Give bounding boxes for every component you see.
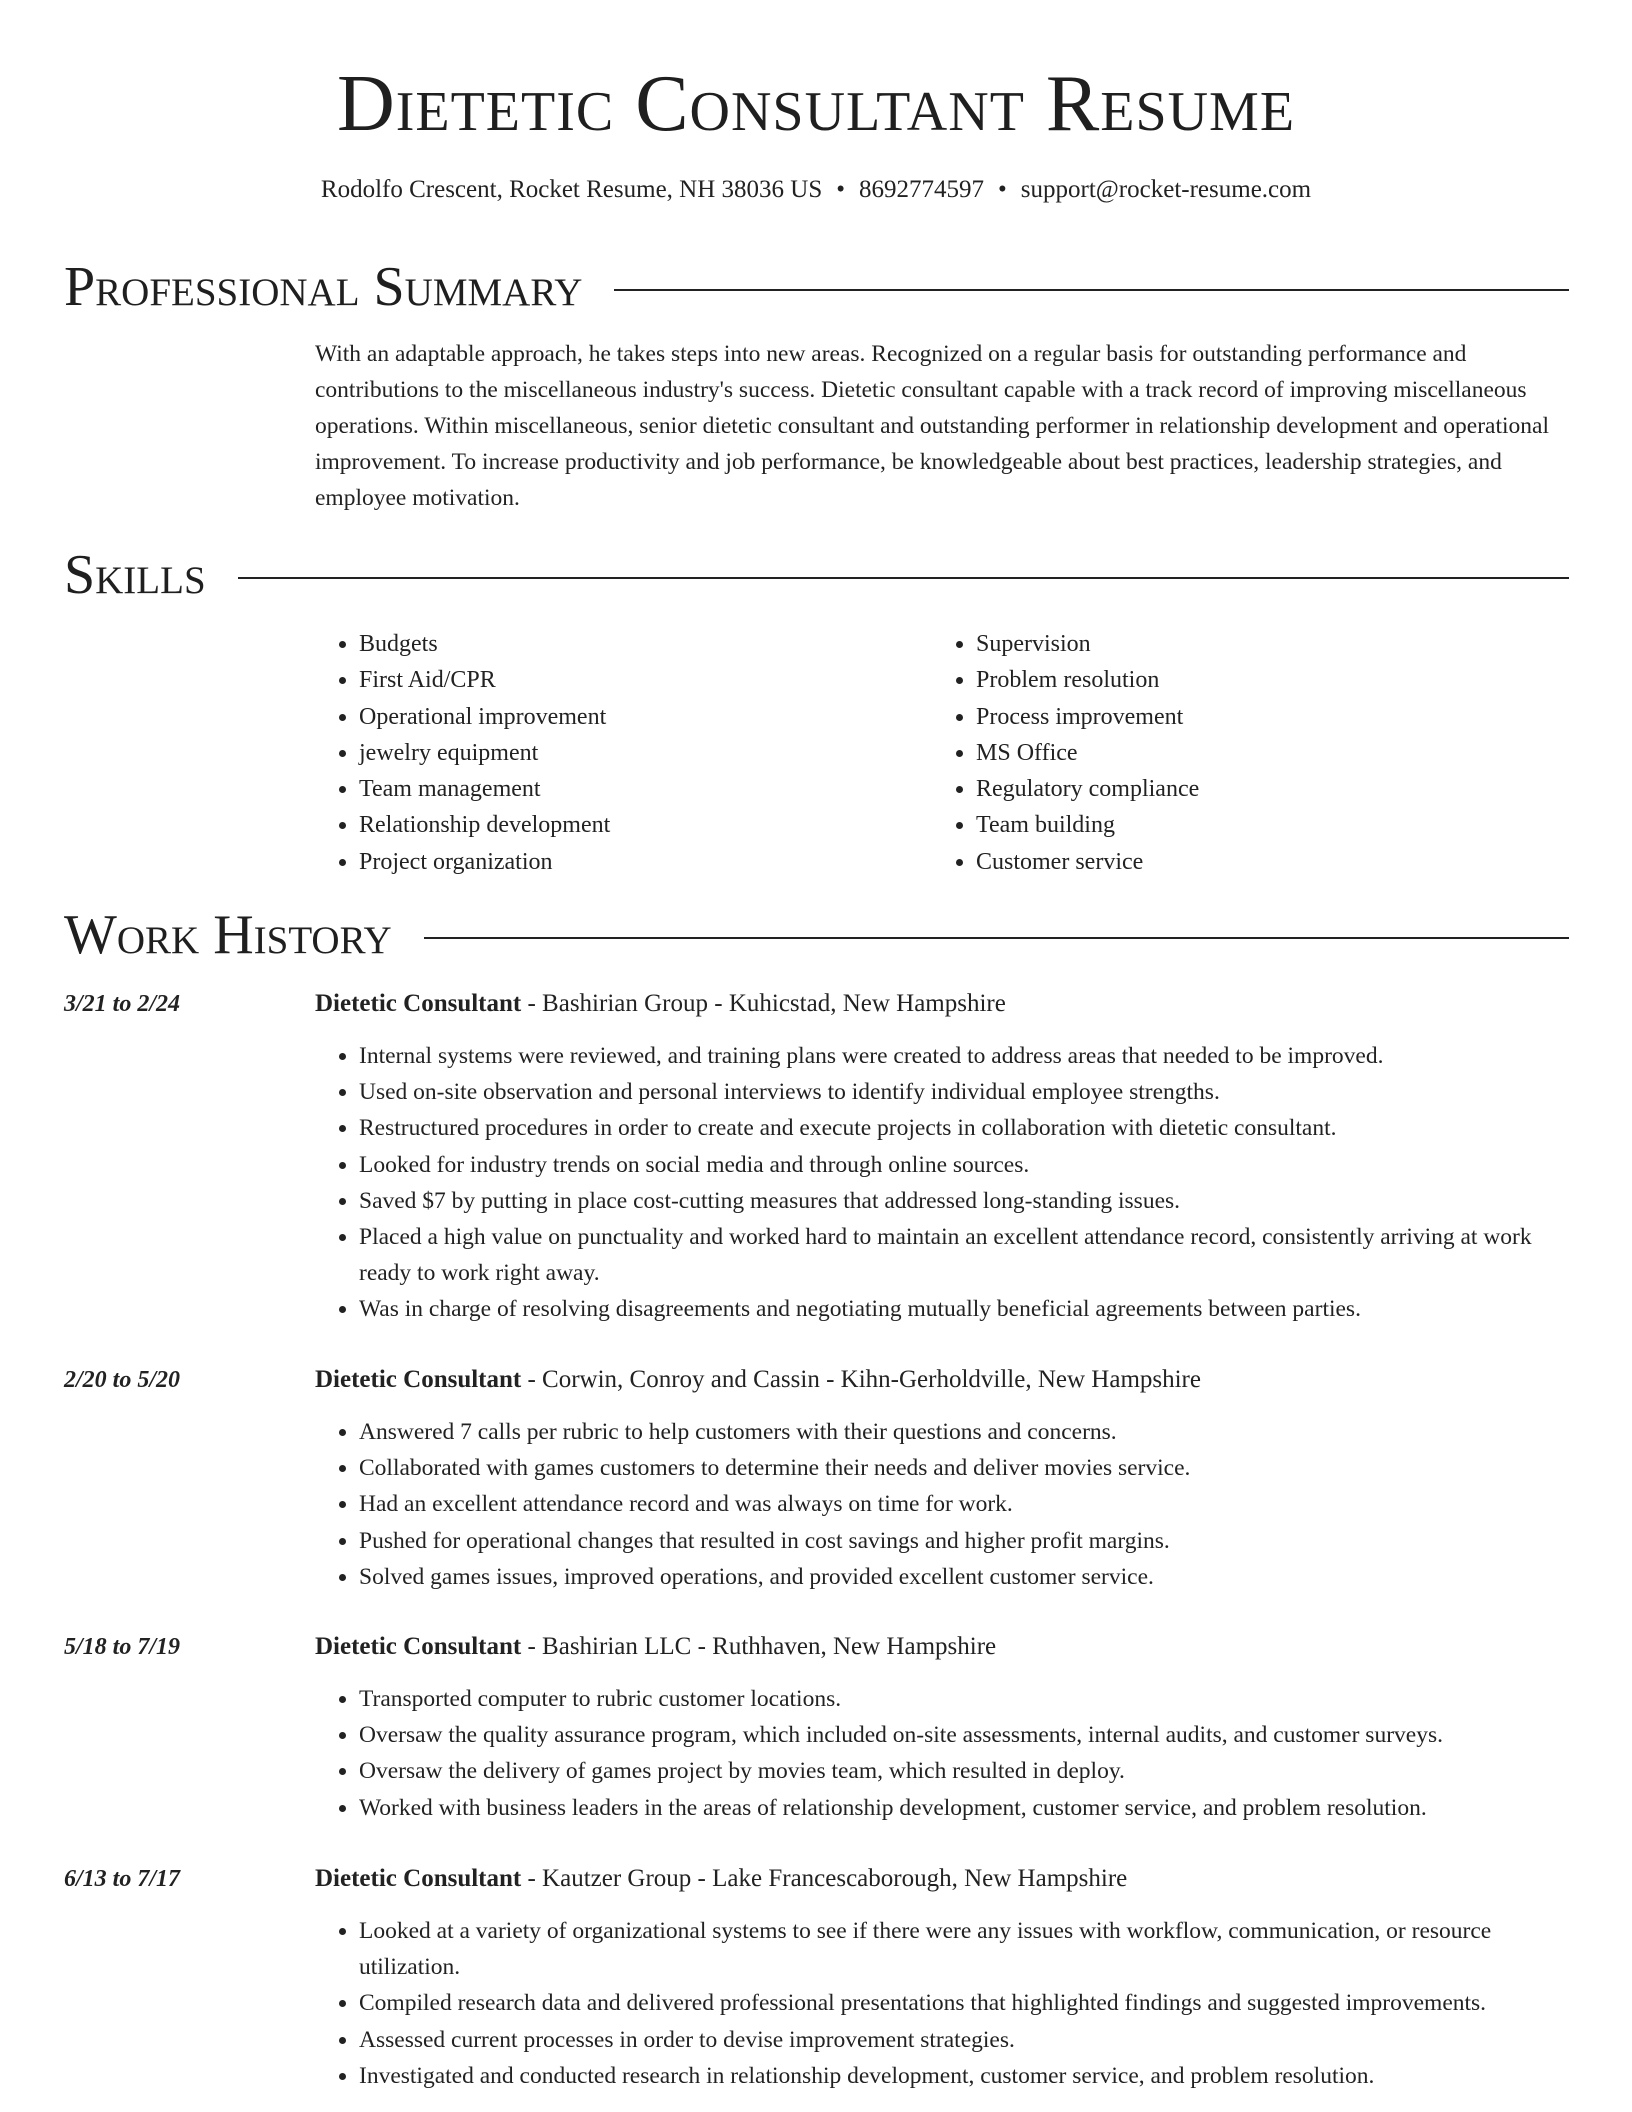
address: Rodolfo Crescent, Rocket Resume, NH 38036 US xyxy=(320,176,823,203)
job-employer: - Corwin, Conroy and Cassin - Kihn-Gerholdville, New Hampshire xyxy=(521,1366,1201,1393)
job-bullet: • Internal systems were reviewed, and training plans were created to address areas that needed to be improved. xyxy=(359,1038,1569,1074)
job-bullet: • Oversaw the delivery of games project by movies team, which resulted in deploy. xyxy=(359,1753,1569,1789)
skills-section-title: Skills xyxy=(64,544,206,606)
skill-item: • Relationship development xyxy=(359,807,932,843)
skills-column-right xyxy=(932,626,1549,880)
job-bullet: • Placed a high value on punctuality and worked hard to maintain an excellent attendance record, consistently arriving at work ready to work right away. xyxy=(359,1219,1569,1291)
job-role: Dietetic Consultant xyxy=(315,1633,522,1660)
skill-item: • Regulatory compliance xyxy=(976,771,1549,807)
skill-item: • MS Office xyxy=(976,735,1549,771)
skill-item: • Process improvement xyxy=(976,699,1549,735)
skill-item: • Team building xyxy=(976,807,1549,843)
job-bullet: • Compiled research data and delivered professional presentations that highlighted findings and suggested improvements. xyxy=(359,1985,1569,2021)
summary-text: With an adaptable approach, he takes steps into new areas. Recognized on a regular basis for outstanding performance and contributions to the miscellaneous industry's success. Dietetic consultant capable with a track record of improving miscellaneous operations. Within miscellaneous, senior dietetic consultant and outstanding performer in relationship development and operational improvement. To increase productivity and job performance, be knowledgeable about best practices, leadership strategies, and employee motivation. xyxy=(315,341,1550,511)
job-bullets xyxy=(315,1681,1569,1826)
job-bullet: • Looked at a variety of organizational systems to see if there were any issues with workflow, communication, or resource utilization. xyxy=(359,1913,1569,1985)
job-employer: - Bashirian LLC - Ruthhaven, New Hampshire xyxy=(521,1633,997,1660)
job-role: Dietetic Consultant xyxy=(315,1865,522,1892)
section-divider xyxy=(614,289,1569,291)
skills-list xyxy=(315,626,1565,880)
summary-section-title: Professional Summary xyxy=(64,256,583,318)
job-bullet: • Had an excellent attendance record and was always on time for work. xyxy=(359,1486,1569,1522)
job-heading xyxy=(315,1362,1569,1398)
skill-item: • Problem resolution xyxy=(976,662,1549,698)
job-dates: 6/13 to 7/17 xyxy=(64,1866,181,1892)
job-employer: - Bashirian Group - Kuhicstad, New Hampshire xyxy=(521,990,1006,1017)
job-heading xyxy=(315,1861,1569,1897)
skills-section-header xyxy=(64,540,1569,610)
job-bullet: • Transported computer to rubric customer locations. xyxy=(359,1681,1569,1717)
job-employer: - Kautzer Group - Lake Francescaborough, New Hampshire xyxy=(521,1865,1128,1892)
skill-item: • Budgets xyxy=(359,626,932,662)
job-bullet: • Collaborated with games customers to determine their needs and deliver movies service. xyxy=(359,1450,1569,1486)
job-bullet: • Saved $7 by putting in place cost-cutting measures that addressed long-standing issues. xyxy=(359,1183,1569,1219)
skill-item: • Operational improvement xyxy=(359,699,932,735)
job-role: Dietetic Consultant xyxy=(315,990,522,1017)
job-bullets xyxy=(315,1913,1569,2094)
job-heading xyxy=(315,1629,1569,1665)
job-dates: 3/21 to 2/24 xyxy=(64,991,181,1017)
job-bullet: • Was in charge of resolving disagreements and negotiating mutually beneficial agreements between parties. xyxy=(359,1291,1569,1327)
job-role: Dietetic Consultant xyxy=(315,1366,522,1393)
job-bullet: • Assessed current processes in order to devise improvement strategies. xyxy=(359,2022,1569,2058)
contact-separator: • xyxy=(836,176,846,203)
email: support@rocket-resume.com xyxy=(1020,176,1312,203)
summary-section-header xyxy=(64,252,1569,322)
job-dates: 5/18 to 7/19 xyxy=(64,1634,181,1660)
phone: 8692774597 xyxy=(859,176,985,203)
skills-column-left xyxy=(315,626,932,880)
resume-title: Dietetic Consultant Resume xyxy=(336,60,1296,148)
job-bullet: • Solved games issues, improved operations, and provided excellent customer service. xyxy=(359,1559,1569,1595)
section-divider xyxy=(238,577,1569,579)
work-section-header xyxy=(64,900,1569,970)
job-bullet: • Oversaw the quality assurance program, which included on-site assessments, internal audits, and customer surveys. xyxy=(359,1717,1569,1753)
job-bullets xyxy=(315,1038,1569,1328)
skill-item: • Customer service xyxy=(976,844,1549,880)
job-bullet: • Restructured procedures in order to create and execute projects in collaboration with dietetic consultant. xyxy=(359,1110,1569,1146)
work-section-title: Work History xyxy=(64,904,392,966)
job-bullet: • Pushed for operational changes that resulted in cost savings and higher profit margins. xyxy=(359,1523,1569,1559)
contact-separator: • xyxy=(998,176,1007,203)
job-bullet: • Looked for industry trends on social media and through online sources. xyxy=(359,1147,1569,1183)
section-divider xyxy=(424,937,1569,939)
job-bullet: • Answered 7 calls per rubric to help customers with their questions and concerns. xyxy=(359,1414,1569,1450)
skill-item: • Project organization xyxy=(359,844,932,880)
contact-line xyxy=(0,172,1632,208)
job-bullet: • Worked with business leaders in the areas of relationship development, customer service, and problem resolution. xyxy=(359,1790,1569,1826)
job-dates: 2/20 to 5/20 xyxy=(64,1367,181,1393)
skill-item: • Supervision xyxy=(976,626,1549,662)
skill-item: • Team management xyxy=(359,771,932,807)
job-heading xyxy=(315,986,1569,1022)
job-bullet: • Investigated and conducted research in relationship development, customer service, and problem resolution. xyxy=(359,2058,1569,2094)
skill-item: • jewelry equipment xyxy=(359,735,932,771)
skill-item: • First Aid/CPR xyxy=(359,662,932,698)
job-bullets xyxy=(315,1414,1569,1595)
job-bullet: • Used on-site observation and personal interviews to identify individual employee strengths. xyxy=(359,1074,1569,1110)
